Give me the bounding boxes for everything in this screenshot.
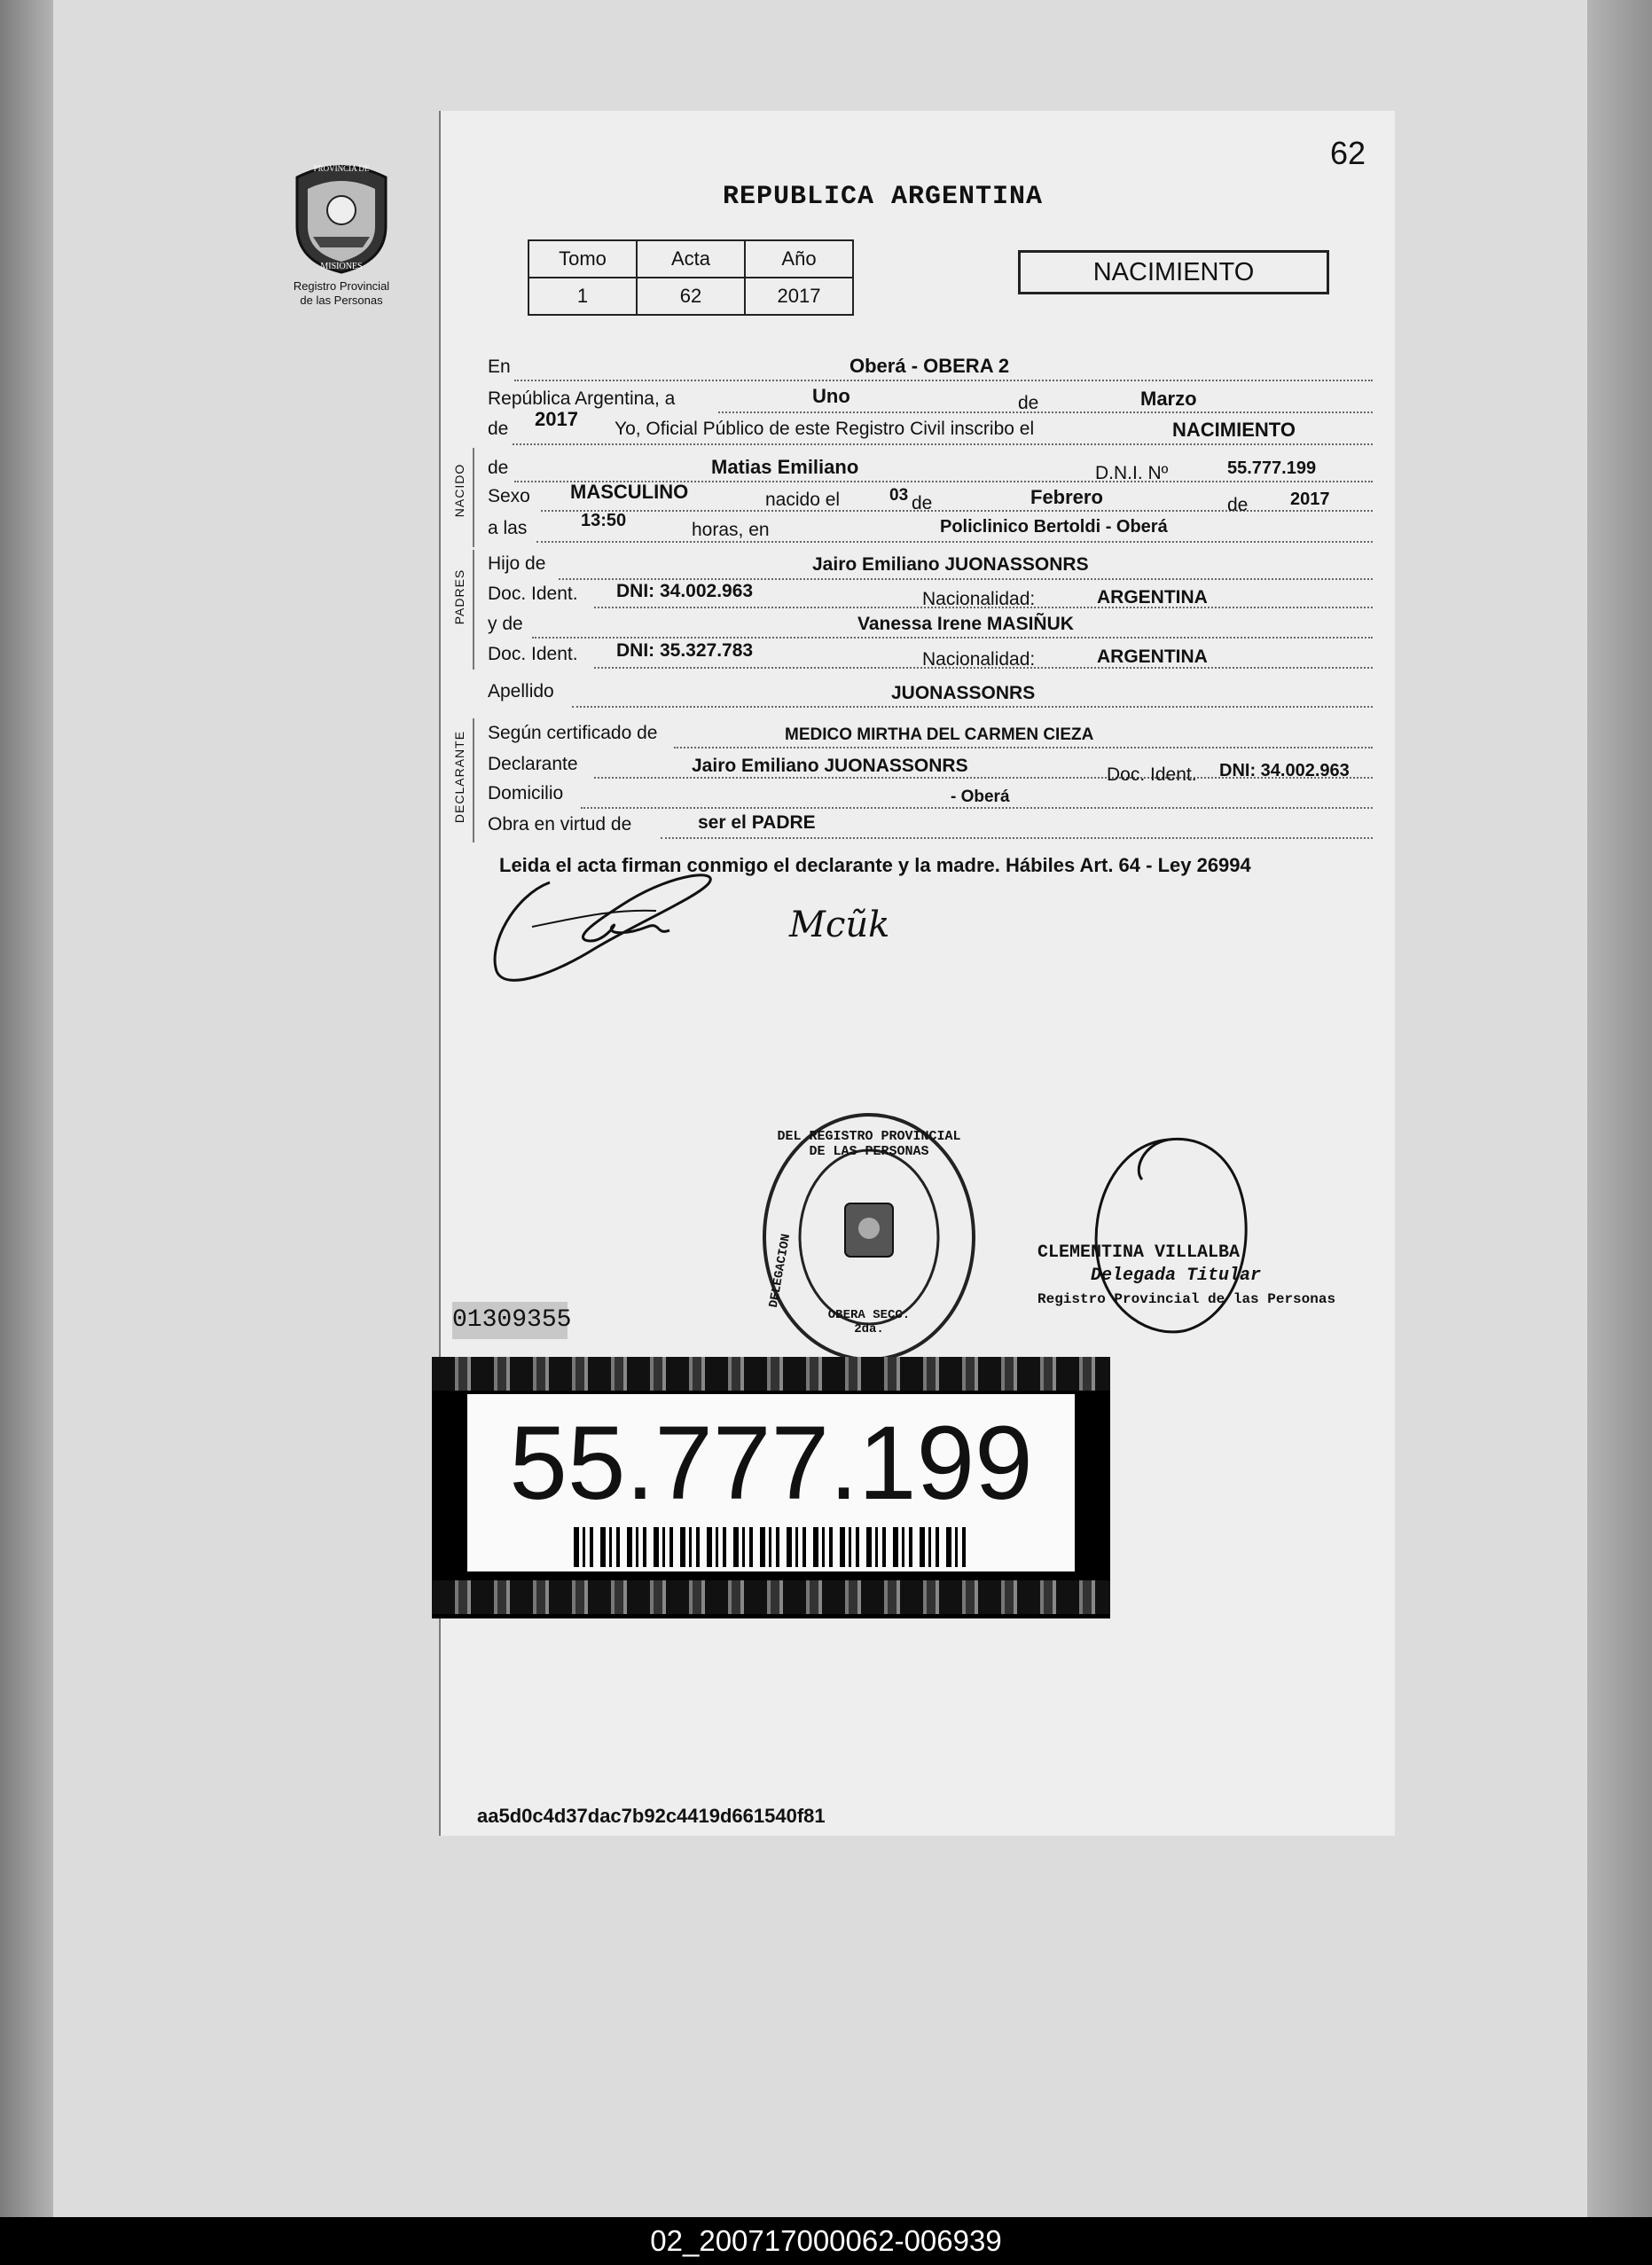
section-bracket (473, 550, 474, 670)
label-dni: D.N.I. Nº (1095, 463, 1169, 483)
declarant-address: - Oberá (951, 788, 1010, 806)
section-bracket (473, 718, 474, 843)
official-role: Delegada Titular (1091, 1266, 1262, 1286)
dni-label-inner (467, 1394, 1075, 1571)
declarant-doc: DNI: 34.002.963 (1219, 761, 1350, 780)
label-republica: República Argentina, a (488, 388, 676, 409)
dotted-line (718, 411, 1373, 413)
section-label-padres: PADRES (452, 568, 466, 625)
date-year: 2017 (535, 408, 578, 430)
dotted-line (581, 807, 1373, 809)
label-de-name: de (488, 458, 509, 478)
label-de-birth-month: de (912, 493, 933, 513)
dotted-line (513, 443, 1373, 445)
certificate-issuer: MEDICO MIRTHA DEL CARMEN CIEZA (785, 725, 1094, 744)
father-name: Jairo Emiliano JUONASSONRS (812, 554, 1089, 575)
birth-year: 2017 (1290, 490, 1330, 509)
dni-label-sticker (432, 1357, 1110, 1618)
logo-caption (257, 279, 426, 308)
dotted-line (536, 541, 1373, 543)
birth-hour: 13:50 (581, 511, 627, 530)
label-doc-ident-father: Doc. Ident. (488, 584, 578, 604)
logo-caption-line2: de las Personas (300, 294, 383, 307)
declarant-signature-icon (479, 865, 736, 998)
label-horas-en: horas, en (692, 520, 770, 540)
dotted-line (661, 837, 1373, 839)
label-y-de: y de (488, 614, 523, 634)
document-hash: aa5d0c4d37dac7b92c4419d661540f81 (477, 1805, 826, 1827)
label-a-las: a las (488, 518, 528, 538)
mother-signature: Mcũk (789, 905, 890, 945)
label-de-month: de (1018, 393, 1039, 413)
table-header-tomo: Tomo (528, 240, 637, 278)
misiones-coat-of-arms-icon (288, 155, 395, 275)
tomo-acta-ano-table (528, 239, 854, 316)
label-obra-en-virtud: Obra en virtud de (488, 814, 632, 835)
official-signature-block (1037, 1242, 1335, 1311)
birth-month: Febrero (1030, 486, 1103, 508)
act-type-box: NACIMIENTO (1018, 250, 1329, 294)
page-number: 62 (1330, 135, 1366, 171)
date-day: Uno (812, 385, 850, 407)
table-value-tomo: 1 (528, 278, 637, 315)
table-value-ano: 2017 (745, 278, 853, 315)
dotted-line (559, 578, 1373, 580)
stamp-ring-top: DEL REGISTRO PROVINCIAL DE LAS PERSONAS (777, 1129, 961, 1159)
child-sex: MASCULINO (570, 481, 689, 503)
security-pattern-bottom (432, 1580, 1110, 1614)
logo-caption-line1: Registro Provincial (293, 279, 390, 293)
declarant-reason: ser el PADRE (698, 812, 816, 833)
label-de-year: de (488, 419, 509, 439)
label-de-birth-year: de (1227, 495, 1249, 515)
place-value: Oberá - OBERA 2 (849, 355, 1010, 377)
logo-text-bottom: MISIONES (320, 262, 363, 271)
birth-place: Policlinico Bertoldi - Oberá (940, 517, 1168, 537)
label-doc-ident-mother: Doc. Ident. (488, 644, 578, 664)
label-sexo: Sexo (488, 486, 530, 506)
right-page-edge (1587, 0, 1652, 2217)
official-stamp-icon (758, 1104, 980, 1361)
dotted-line (572, 706, 1373, 708)
dotted-line (514, 380, 1373, 381)
security-pattern-top (432, 1357, 1110, 1391)
father-doc: DNI: 34.002.963 (616, 581, 754, 601)
label-nacido-el: nacido el (765, 490, 841, 510)
date-month: Marzo (1140, 388, 1197, 410)
table-value-acta: 62 (637, 278, 745, 315)
official-name: CLEMENTINA VILLALBA (1037, 1242, 1241, 1263)
section-label-declarante: DECLARANTE (452, 730, 466, 824)
serial-number: 01309355 (452, 1302, 568, 1339)
official-office: Registro Provincial de las Personas (1037, 1291, 1336, 1307)
label-domicilio: Domicilio (488, 783, 564, 803)
mother-name: Vanessa Irene MASIÑUK (857, 614, 1074, 634)
label-nacionalidad-mother: Nacionalidad: (922, 649, 1036, 670)
mother-nationality: ARGENTINA (1097, 647, 1208, 667)
child-dni: 55.777.199 (1227, 458, 1317, 478)
table-header-acta: Acta (637, 240, 745, 278)
section-bracket (473, 448, 474, 547)
mother-doc: DNI: 35.327.783 (616, 640, 754, 661)
logo-text-top: PROVINCIA DE (313, 164, 370, 173)
barcode-icon (574, 1527, 973, 1567)
document-title: REPUBLICA ARGENTINA (723, 182, 1044, 212)
stamp-ring-left: DELEGACION (766, 1233, 795, 1309)
birth-day: 03 (889, 486, 909, 505)
legal-text: Leida el acta firman conmigo el declarante y la madre. Hábiles Art. 64 - Ley 26994 (499, 854, 1251, 876)
child-name: Matias Emiliano (711, 456, 859, 478)
section-label-nacido: NACIDO (452, 463, 466, 518)
label-segun-certificado: Según certificado de (488, 723, 658, 743)
dotted-line (532, 637, 1373, 639)
label-doc-ident-declarant: Doc. Ident. (1107, 764, 1197, 785)
label-apellido: Apellido (488, 681, 554, 701)
dotted-line (674, 747, 1373, 748)
label-en: En (488, 357, 511, 377)
child-surname: JUONASSONRS (891, 683, 1036, 703)
dni-number-large: 55.777.199 (509, 1405, 1033, 1522)
label-declarante: Declarante (488, 754, 578, 774)
file-footer: 02_200717000062-006939 (0, 2217, 1652, 2265)
stamp-inner-text: OBERA SECC. 2da. (827, 1308, 911, 1336)
label-hijo-de: Hijo de (488, 553, 546, 574)
statement-text: Yo, Oficial Público de este Registro Civil inscribo el (615, 419, 1035, 439)
declarant-name: Jairo Emiliano JUONASSONRS (692, 756, 968, 776)
label-nacionalidad-father: Nacionalidad: (922, 589, 1036, 609)
act-value: NACIMIENTO (1172, 419, 1296, 441)
table-header-ano: Año (745, 240, 853, 278)
father-nationality: ARGENTINA (1097, 587, 1208, 607)
